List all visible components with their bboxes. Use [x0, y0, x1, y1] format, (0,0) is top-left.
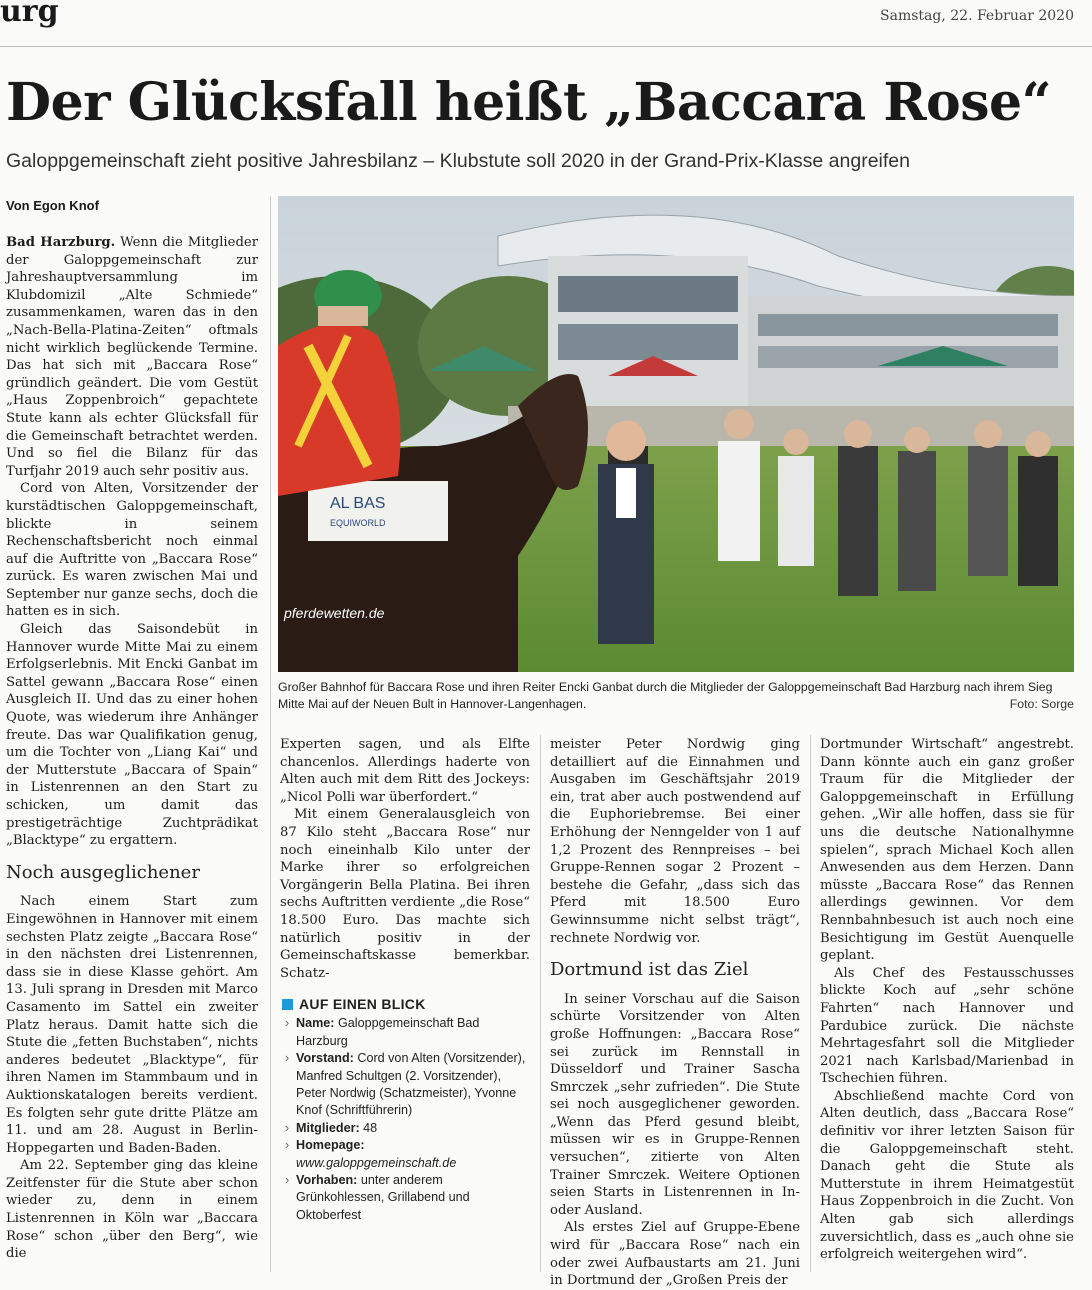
column-2 — [280, 736, 530, 982]
info-box-title — [282, 996, 526, 1013]
header-rule — [0, 46, 1092, 47]
subheading: Dortmund ist das Ziel — [550, 959, 749, 981]
paragraph: Mit einem Generalausgleich von 87 Kilo steht „Baccara Rose“ nur noch eineinhalb Kilo unter der Marke ihrer so erfolgreichen Vorgängerin Bella Platina. Bei ihren sechs Auftritten verdiente „die Rose“ 18.500 Euro. Das machte sich natürlich positiv in der Gemeinschaftskasse bemerkbar. Schatz- — [280, 807, 530, 981]
dateline: Samstag, 22. Februar 2020 — [880, 8, 1074, 24]
paragraph-text: Wenn die Mitglieder der Galoppgemeinschaft zur Jahreshauptversammlung im Klubdomizil „Alte Schmiede“ zusammenkamen, waren das in den „Nach-Bella-Platina-Zeiten“ oftmals nicht wirklich beglückende Termine. Das hat sich mit „Baccara Rose“ gründlich geändert. Die vom Gestüt „Haus Zoppenbroich“ gepachtete Stute kann als echter Glücksfall für die Gemeinschaft betrachtet werden. Und so fiel die Bilanz für das Turfjahr 2019 auch sehr positiv aus. — [6, 235, 258, 479]
info-item-members — [282, 1120, 526, 1137]
paragraph: Als Chef des Festausschusses blickte Koch auf „sehr schöne Fahrten“ nach Hannover und Pardubice zurück. Die nächste Mehrtagesfahrt soll die Mitglieder 2021 nach Karlsbad/Marienbad in Tschechien führen. — [820, 965, 1074, 1087]
info-item-plans — [282, 1172, 526, 1224]
photo-credit: Foto: Sorge — [1009, 697, 1074, 711]
paragraph: Cord von Alten, Vorsitzender der kurstädtischen Galoppgemeinschaft, blickte in seinem Rechenschaftsbericht noch einmal auf die Auftritte von „Baccara Rose“ zurück. Es waren zwischen Mai und September nur ganze sechs, doch die hatten es in sich. — [6, 481, 258, 620]
column-1 — [6, 234, 258, 1263]
info-label: Vorstand: — [296, 1051, 354, 1066]
paragraph: Dortmunder Wirtschaft“ angestrebt. Dann könnte auch ein ganz großer Traum für die Mitglieder der Galoppgemeinschaft in Erfüllung gehen. „Wir alle hoffen, dass sie für uns die deutsche Nationalhymne spielen“, sprach Michael Koch allen Anwesenden aus dem Herzen. Dann müsste „Baccara Rose“ das Rennen allerdings gewinnen. Vor dem Rennbahnbesuch ist auch noch eine Besichtigung im Gestüt Auenquelle geplant. — [820, 737, 1074, 964]
racecourse-photo — [278, 196, 1074, 672]
paragraph: Experten sagen, und als Elfte chancenlos. Allerdings haderte von Alten auch mit dem Ritt des Jockeys: „Nicol Polli war überfordert.“ — [280, 737, 530, 805]
homepage-link[interactable]: www.galoppgemeinschaft.de — [296, 1155, 457, 1170]
square-bullet-icon — [282, 999, 293, 1010]
paragraph: Als erstes Ziel auf Gruppe-Ebene wird für „Baccara Rose“ nach ein oder zwei Aufbaustarts am 21. Juni in Dortmund der „Großen Preis der — [550, 1220, 800, 1289]
paragraph: Nach einem Start zum Eingewöhnen in Hannover mit einem sechsten Platz zeigte „Baccara Rose“ in den nächsten drei Listenrennen, dass sie in diese Klasse gehört. Am 13. Juli sprang in Dresden mit Marco Casamento im Sattel ein zweiter Platz heraus. Damit hatte sich die Stute die „fetten Buchstaben“, nichts anderes bedeutet „Blacktype“, für ihren Namen im Stammbaum und in Auktionskatalogen bereits verdient. Es folgten sehr gute dritte Plätze am 11. und am 28. August in Berlin-Hoppegarten und Baden-Baden. — [6, 894, 258, 1156]
info-value: Galoppgemeinschaft Bad Harzburg — [296, 1016, 480, 1048]
paragraph: In seiner Vorschau auf die Saison schürte Vorsitzender von Alten große Hoffnungen: „Baccara Rose“ sei zurück im Rennstall in Düsseldorf und Trainer Sascha Smrczek „sehr zufrieden“. Die Stute sei noch ausgeglichener geworden. „Wenn das Pferd gesund bleibt, müssen wir es in Gruppe-Rennen versuchen“, zitierte von Alten Trainer Smrczek. Weitere Optionen seien Starts in Listenrennen in In- oder Ausland. — [550, 991, 800, 1218]
dateline-lead: Bad Harzburg. — [6, 235, 116, 250]
info-item-homepage — [282, 1137, 526, 1172]
info-item-board — [282, 1050, 526, 1120]
photo-caption: Großer Bahnhof für Baccara Rose und ihren Reiter Encki Ganbat durch die Mitglieder der Galoppgemeinschaft Bad Harzburg nach ihrem Sieg Mitte Mai auf der Neuen Bult in Hannover-Langenhagen. — [278, 680, 1053, 711]
paragraph: Abschließend machte Cord von Alten deutlich, dass „Baccara Rose“ definitiv vor ihrer letzten Saison für die Galoppgemeinschaft steht. Danach geht die Stute als Mutterstute in ihrem Heimatgestüt Haus Zoppenbroich in die Zucht. Von Alten gab sich allerdings zuversichtlich, dass es „auch ohne sie erfolgreich weitergehen wird“. — [820, 1088, 1074, 1263]
subtitle: Galoppgemeinschaft zieht positive Jahresbilanz – Klubstute soll 2020 in der Grand-Prix-Klasse angreifen — [6, 150, 910, 172]
paragraph — [6, 234, 258, 480]
info-value: Cord von Alten (Vorsitzender), Manfred Schultgen (2. Vorsitzender), Peter Nordwig (Schatzmeister), Yvonne Knof (Schriftführerin) — [296, 1051, 526, 1118]
saddlecloth-text: AL BAS — [330, 495, 386, 512]
column-3 — [550, 736, 800, 1290]
byline: Von Egon Knof — [6, 198, 99, 213]
info-item-name — [282, 1015, 526, 1050]
column-rule — [270, 196, 271, 1272]
info-box — [282, 996, 526, 1224]
column-rule — [540, 735, 541, 1272]
info-value: unter anderem Grünkohlessen, Grillabend und Oktoberfest — [296, 1173, 470, 1222]
masthead-fragment: urg — [0, 0, 59, 29]
saddlecloth-sub: EQUIWORLD — [330, 518, 386, 528]
info-label: Mitglieder: — [296, 1120, 360, 1135]
paragraph: meister Peter Nordwig ging detailliert auf die Einnahmen und Ausgaben im Geschäftsjahr 2019 ein, trat aber auch postwendend auf die Euphoriebremse. Bei einer Erhöhung der Nenngelder von 1 auf 1,2 Prozent des Rennpreises – bei Gruppe-Rennen sogar 2 Prozent – bestehe die Gefahr, „dass sich das Pferd mit 18.500 Euro Gewinnsumme nicht selbst trägt“, rechnete Nordwig vor. — [550, 737, 800, 946]
info-label: Homepage: — [296, 1138, 365, 1153]
column-rule — [810, 735, 811, 1272]
info-box-title-text: AUF EINEN BLICK — [299, 996, 426, 1012]
info-label: Vorhaben: — [296, 1173, 358, 1188]
info-label: Name: — [296, 1016, 335, 1031]
column-4 — [820, 736, 1074, 1264]
headline: Der Glücksfall heißt „Baccara Rose“ — [6, 72, 1051, 133]
paragraph: Am 22. September ging das kleine Zeitfenster für die Stute aber schon wieder zu, denn in einem Listenrennen in Köln war „Baccara Rose“ schon „über den Berg“, wie die — [6, 1158, 258, 1262]
paragraph: Gleich das Saisondebüt in Hannover wurde Mitte Mai zu einem Erfolgserlebnis. Mit Encki Ganbat im Sattel gewann „Baccara Rose“ einen Ausgleich II. Und das zu einer hohen Quote, was wiederum ihre Anhänger freute. Das war Qualifikation genug, um die Tochter von „Liang Kai“ und der Mutterstute „Baccara of Spain“ in Listenrennen an den Start zu schicken, um damit das prestigeträchtige Zuchtprädikat „Blacktype“ zu ergattern. — [6, 622, 258, 849]
subheading: Noch ausgeglichener — [6, 861, 200, 883]
rail-text: pferdewetten.de — [284, 605, 385, 621]
info-value: 48 — [363, 1120, 378, 1135]
